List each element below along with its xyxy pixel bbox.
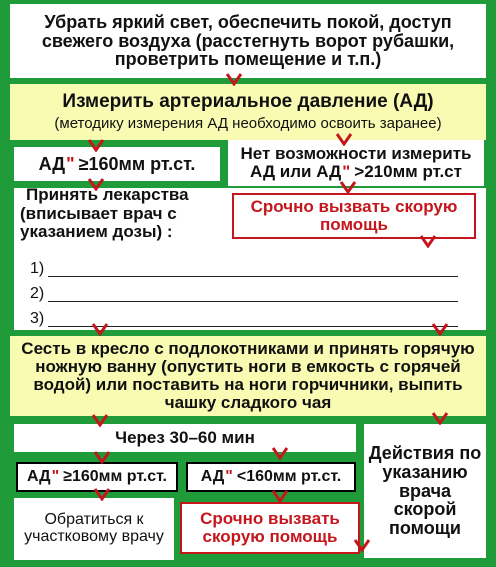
medication-item-1: 1) (30, 260, 45, 277)
result-bp-high-label: АД (27, 467, 51, 485)
arrow-icon (92, 322, 108, 336)
medication-item-3: 3) (30, 310, 45, 327)
branch-bp-unknown-prefix: АД или АД (250, 162, 342, 181)
step-measure-bp-title: Измерить артериальное давление (АД) (62, 91, 434, 113)
step-remove-light (10, 4, 486, 78)
step-foot-bath-text: Сесть в кресло с подлокотниками и принять горячую ножную ванну (опустить ноги в емкость с горячей водой) или поставить на ноги горчичники, выпить чашку сладкого чая (21, 339, 475, 412)
result-bp-low-quote: " (225, 467, 233, 485)
call-ambulance-text-2: Срочно вызвать скорую помощь (200, 509, 340, 546)
local-doctor-text: Обратиться к участковому врачу (24, 511, 164, 545)
wait-30-60 (14, 424, 356, 452)
arrow-icon (226, 72, 242, 86)
call-ambulance-box-1 (232, 193, 476, 239)
arrow-icon (92, 413, 108, 427)
doctor-actions-text: Действия по указанию врача скорой помощи (368, 442, 482, 539)
step-foot-bath (10, 336, 486, 416)
branch-bp-unknown-quote: " (342, 162, 351, 181)
step-measure-bp (10, 84, 486, 140)
result-bp-low-label: АД (200, 467, 225, 485)
arrow-icon (88, 138, 104, 152)
branch-bp-high (14, 147, 220, 181)
arrow-icon (432, 411, 448, 425)
result-bp-high-quote: " (51, 467, 60, 485)
branch-bp-unknown-line2 (250, 163, 462, 181)
medication-line-2 (48, 301, 458, 302)
medication-title: Принять лекарства (26, 185, 189, 204)
step-remove-light-text: Убрать яркий свет, обеспечить покой, доступ свежего воздуха (расстегнуть ворот рубашки, проветрить помещение и т.п.) (41, 11, 455, 70)
branch-bp-high-label: АД (38, 153, 66, 174)
branch-bp-high-value: ≥160мм рт.ст. (78, 153, 196, 174)
branch-bp-unknown-line1: Нет возможности измерить (240, 144, 472, 164)
arrow-icon (272, 489, 288, 503)
result-bp-low (186, 462, 356, 492)
step-measure-bp-note: (методику измерения АД необходимо освоить заранее) (54, 115, 442, 133)
doctor-actions (364, 424, 486, 558)
local-doctor (14, 498, 174, 560)
arrow-icon (340, 180, 356, 194)
arrow-icon (272, 446, 288, 460)
arrow-icon (88, 177, 104, 191)
arrow-icon (94, 487, 110, 501)
wait-30-60-text: Через 30–60 мин (115, 428, 255, 448)
branch-bp-unknown (228, 140, 484, 186)
medication-heading (20, 184, 220, 248)
branch-bp-unknown-value: >210мм рт.ст (354, 162, 462, 181)
medication-line-3 (48, 326, 458, 327)
medication-line-1 (48, 276, 458, 277)
result-bp-high-value: ≥160мм рт.ст. (63, 467, 167, 485)
arrow-icon (420, 234, 436, 248)
arrow-icon (354, 538, 370, 552)
arrow-icon (94, 450, 110, 464)
call-ambulance-box-2 (180, 502, 360, 554)
medication-item-2: 2) (30, 285, 45, 302)
result-bp-low-value: <160мм рт.ст. (236, 467, 342, 485)
medication-note: (вписывает врач с указанием дозы) : (20, 203, 177, 241)
arrow-icon (432, 322, 448, 336)
arrow-icon (336, 132, 352, 146)
branch-bp-high-quote: " (66, 153, 75, 174)
call-ambulance-text-1: Срочно вызвать скорую помощь (250, 197, 458, 234)
